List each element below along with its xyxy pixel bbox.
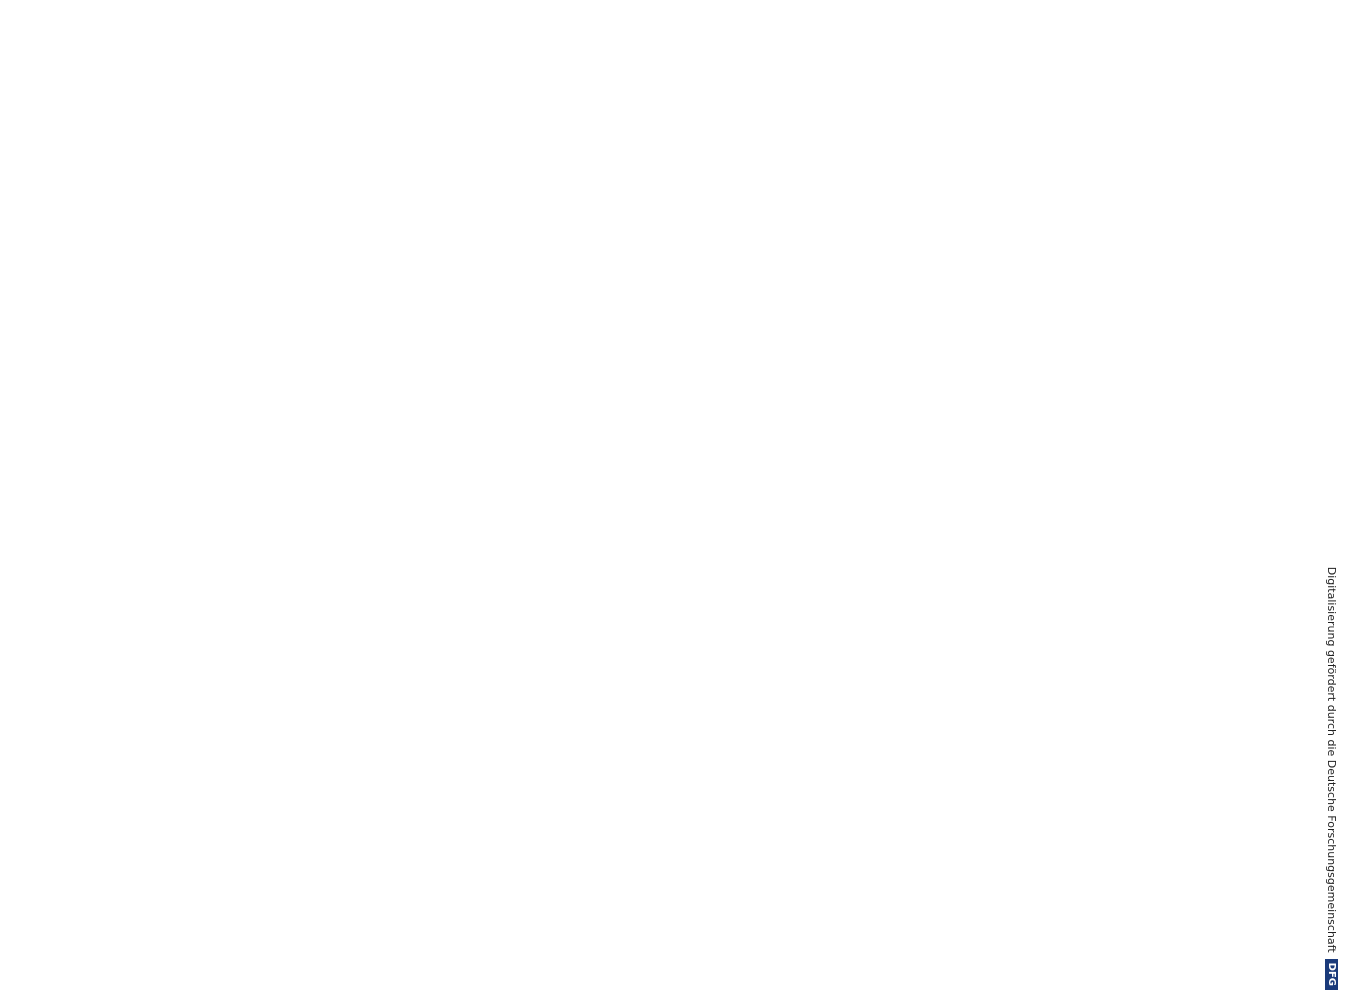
digitization-credit — [1318, 10, 1345, 990]
dfg-logo: DFG — [1325, 959, 1338, 990]
credit-text: Digitalisierung gefördert durch die Deutsche Forschungsgemeinschaft — [1325, 566, 1338, 953]
